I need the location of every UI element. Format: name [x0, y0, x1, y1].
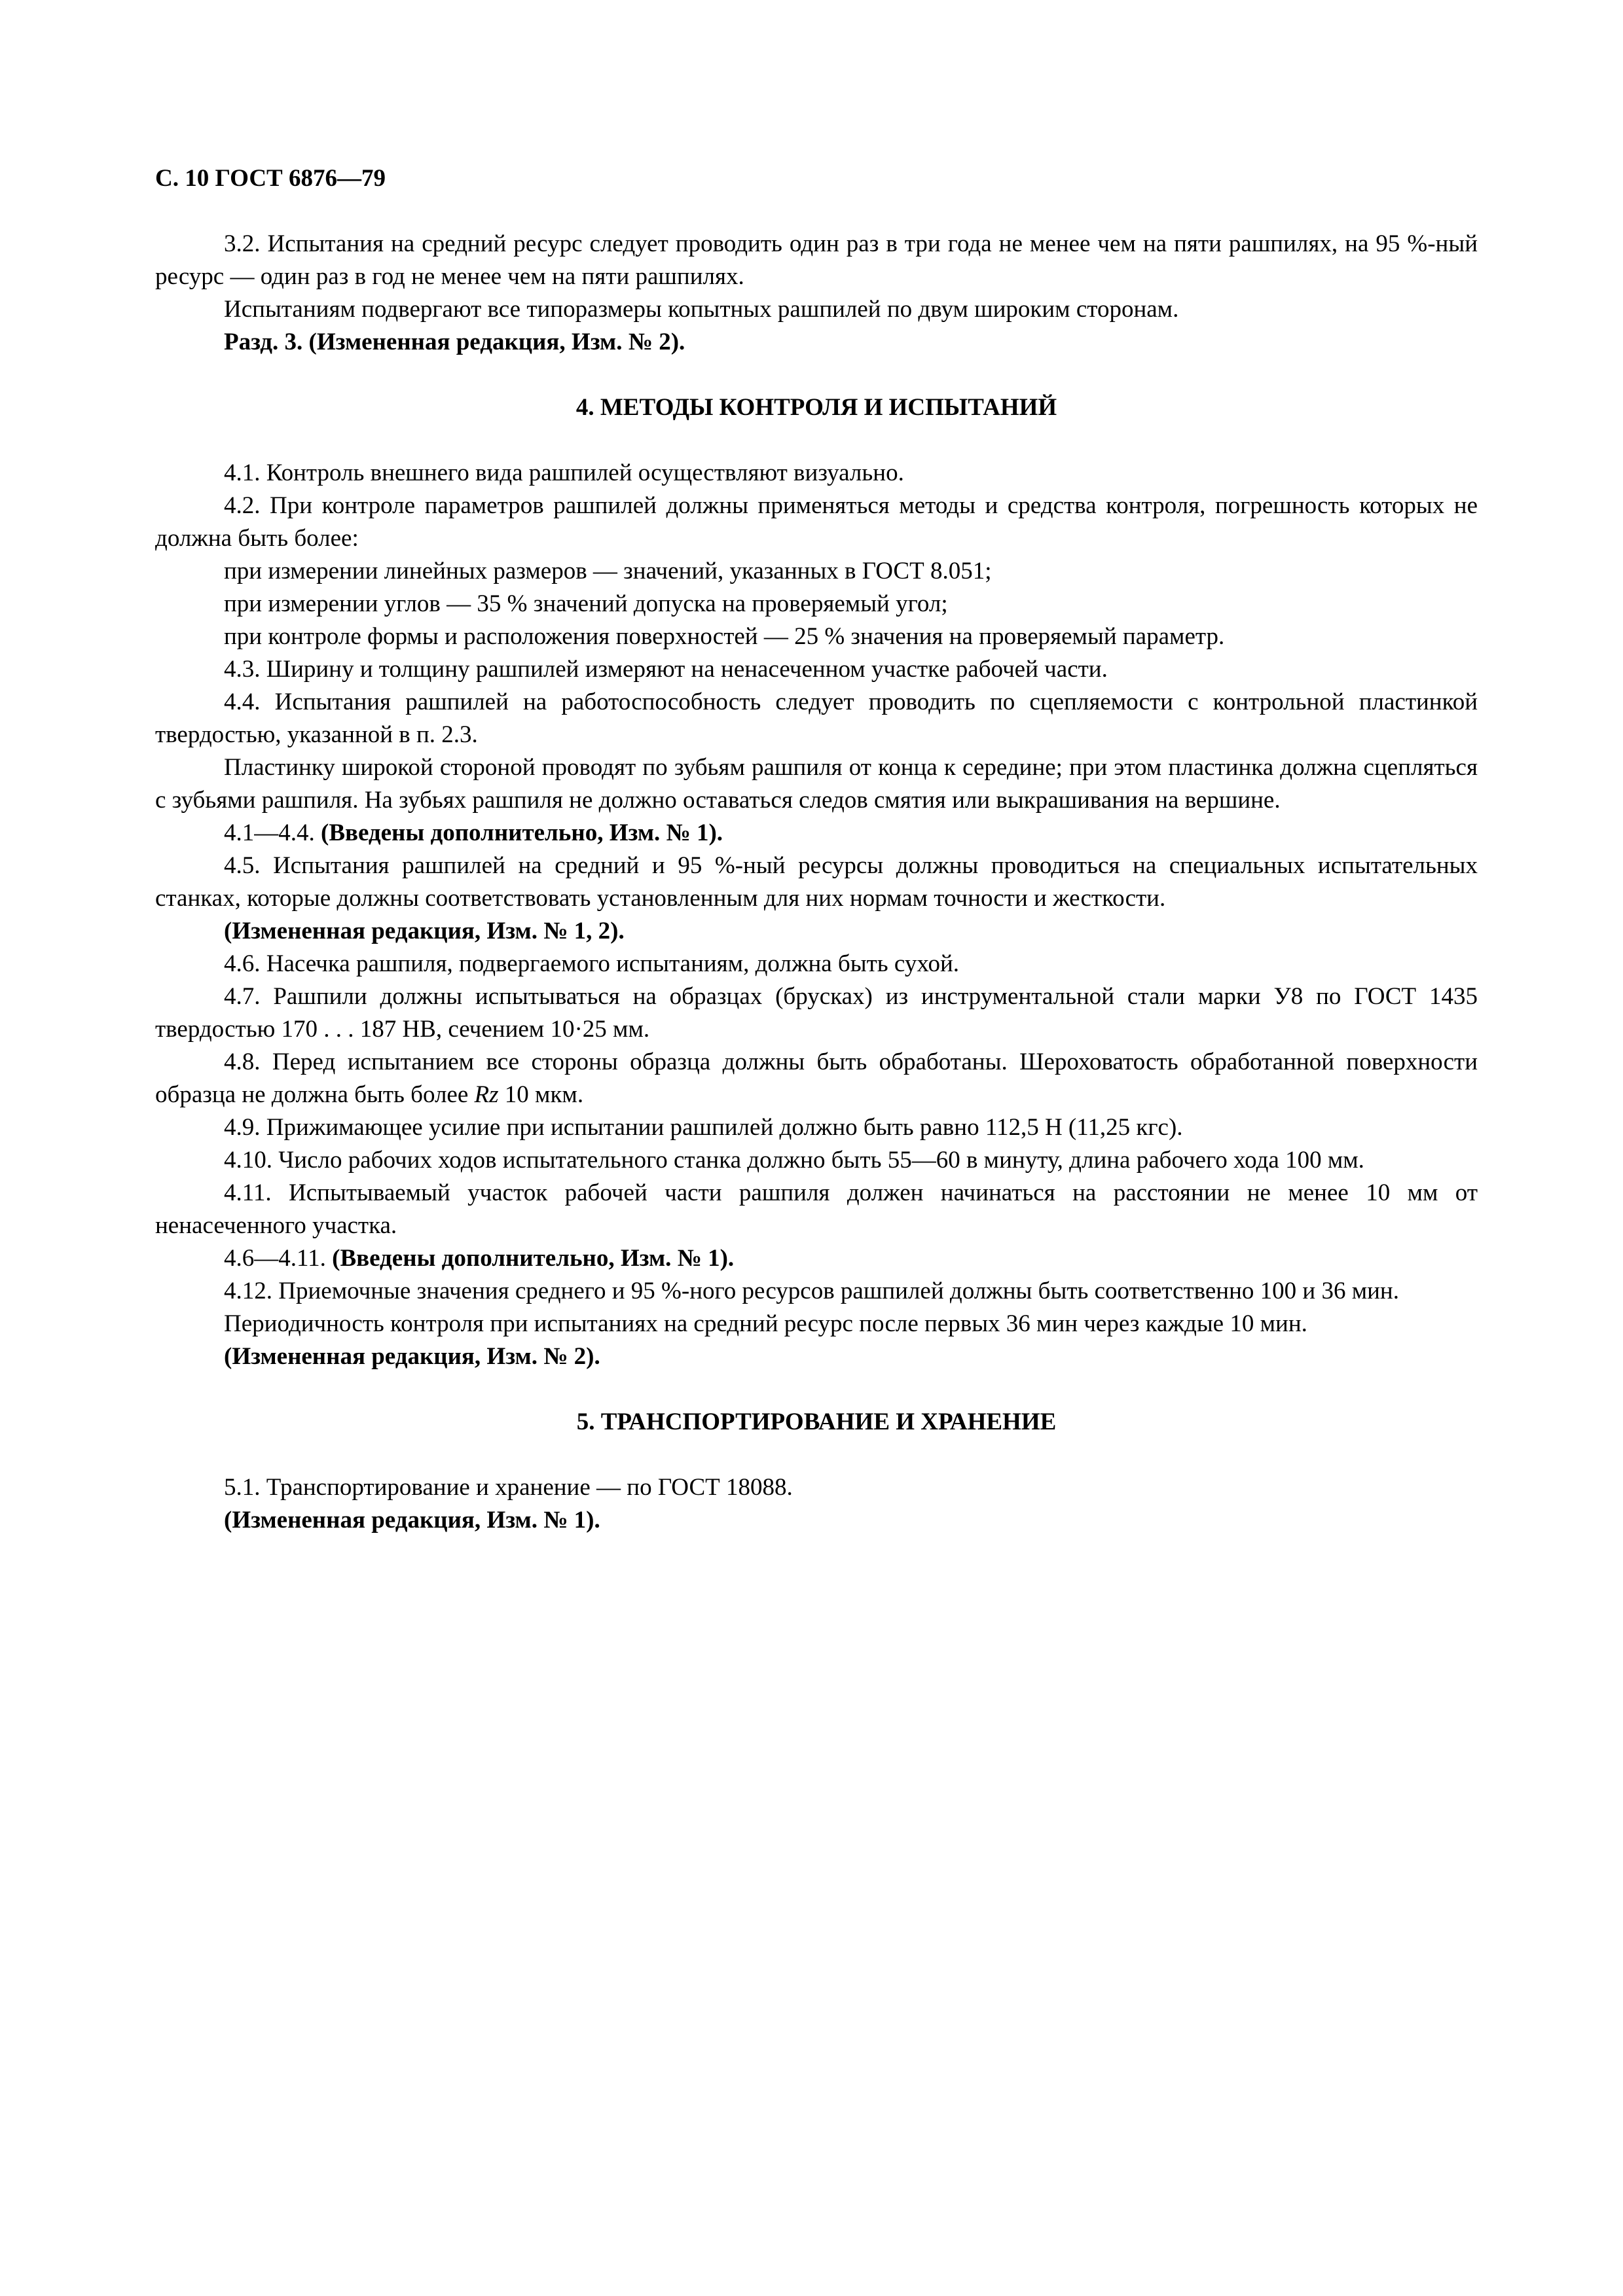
change-note-4-12: (Измененная редакция, Изм. № 2).: [224, 1343, 600, 1370]
paragraph-4-12: 4.12. Приемочные значения среднего и 95 %-ного ресурсов рашпилей должны быть соответственно 100 и 36 мин.: [224, 1278, 1399, 1304]
paragraph-4-4: 4.4. Испытания рашпилей на работоспособность следует проводить по сцепляемости с контрольной пластинкой твердостью, указанной в п. 2.3.: [155, 689, 1478, 748]
paragraph-5-1: 5.1. Транспортирование и хранение — по ГОСТ 18088.: [224, 1474, 793, 1501]
paragraph-3-2: 3.2. Испытания на средний ресурс следует проводить один раз в три года не менее чем на пяти рашпилях, на 95 %-ный ресурс — один раз в год не менее чем на пяти рашпилях.: [155, 230, 1478, 290]
section-4-title: 4. МЕТОДЫ КОНТРОЛЯ И ИСПЫТАНИЙ: [575, 394, 1057, 421]
paragraph-4-2-linear: при измерении линейных размеров — значений, указанных в ГОСТ 8.051;: [224, 558, 992, 584]
change-note-4-1-4-4: [155, 817, 1478, 850]
paragraph-4-6: 4.6. Насечка рашпиля, подвергаемого испытаниям, должна быть сухой.: [224, 950, 959, 977]
change-note-section-3: Разд. 3. (Измененная редакция, Изм. № 2).: [224, 329, 685, 355]
paragraph-4-7: 4.7. Рашпили должны испытываться на образцах (брусках) из инструментальной стали марки У8 по ГОСТ 1435 твердостью 170 . . . 187 НВ, сечением 10·25 мм.: [155, 983, 1478, 1043]
section-5-title: 5. ТРАНСПОРТИРОВАНИЕ И ХРАНЕНИЕ: [576, 1408, 1057, 1435]
note-range: 4.6—4.11.: [224, 1245, 333, 1272]
paragraph-4-8-tail: 10 мкм.: [498, 1081, 584, 1108]
paragraph-4-8: [155, 1046, 1478, 1111]
change-note-5-1: (Измененная редакция, Изм. № 1).: [224, 1507, 600, 1534]
paragraph-4-8-text: 4.8. Перед испытанием все стороны образца должны быть обработаны. Шероховатость обработанной поверхности образца не должна быть более: [155, 1049, 1478, 1108]
paragraph-4-4-plate: Пластинку широкой стороной проводят по зубьям рашпиля от конца к середине; при этом пластинка должна сцепляться с зубьями рашпиля. На зубьях рашпиля не должно оставаться следов смятия или выкрашивания на вершине.: [155, 754, 1478, 814]
rz-symbol: Rz: [474, 1081, 499, 1108]
paragraph-4-5: 4.5. Испытания рашпилей на средний и 95 %-ный ресурсы должны проводиться на специальных испытательных станках, которые должны соответствовать установленным для них нормам точности и жесткости.: [155, 852, 1478, 912]
paragraph-4-9: 4.9. Прижимающее усилие при испытании рашпилей должно быть равно 112,5 Н (11,25 кгс).: [224, 1114, 1183, 1141]
document-page: [155, 162, 1478, 1537]
paragraph-4-12-periodicity: Периодичность контроля при испытаниях на средний ресурс после первых 36 мин через каждые 10 мин.: [224, 1310, 1307, 1337]
paragraph-3-2-tests: Испытаниям подвергают все типоразмеры копытных рашпилей по двум широким сторонам.: [224, 296, 1179, 323]
paragraph-4-2: 4.2. При контроле параметров рашпилей должны применяться методы и средства контроля, погрешность которых не должна быть более:: [155, 492, 1478, 552]
page-header: С. 10 ГОСТ 6876—79: [155, 165, 386, 192]
paragraph-4-11: 4.11. Испытываемый участок рабочей части рашпиля должен начинаться на расстоянии не менее 10 мм от ненасеченного участка.: [155, 1179, 1478, 1239]
note-text: (Введены дополнительно, Изм. № 1).: [332, 1245, 735, 1272]
change-note-4-6-4-11: [155, 1242, 1478, 1275]
paragraph-4-10: 4.10. Число рабочих ходов испытательного станка должно быть 55—60 в минуту, длина рабочего хода 100 мм.: [224, 1147, 1364, 1174]
paragraph-4-1: 4.1. Контроль внешнего вида рашпилей осуществляют визуально.: [224, 459, 904, 486]
note-text: (Введены дополнительно, Изм. № 1).: [321, 819, 723, 846]
change-note-4-5: (Измененная редакция, Изм. № 1, 2).: [224, 918, 625, 944]
paragraph-4-2-angles: при измерении углов — 35 % значений допуска на проверяемый угол;: [224, 590, 948, 617]
paragraph-4-2-shape: при контроле формы и расположения поверхностей — 25 % значения на проверяемый параметр.: [224, 623, 1225, 650]
note-range: 4.1—4.4.: [224, 819, 321, 846]
paragraph-4-3: 4.3. Ширину и толщину рашпилей измеряют на ненасеченном участке рабочей части.: [224, 656, 1108, 683]
